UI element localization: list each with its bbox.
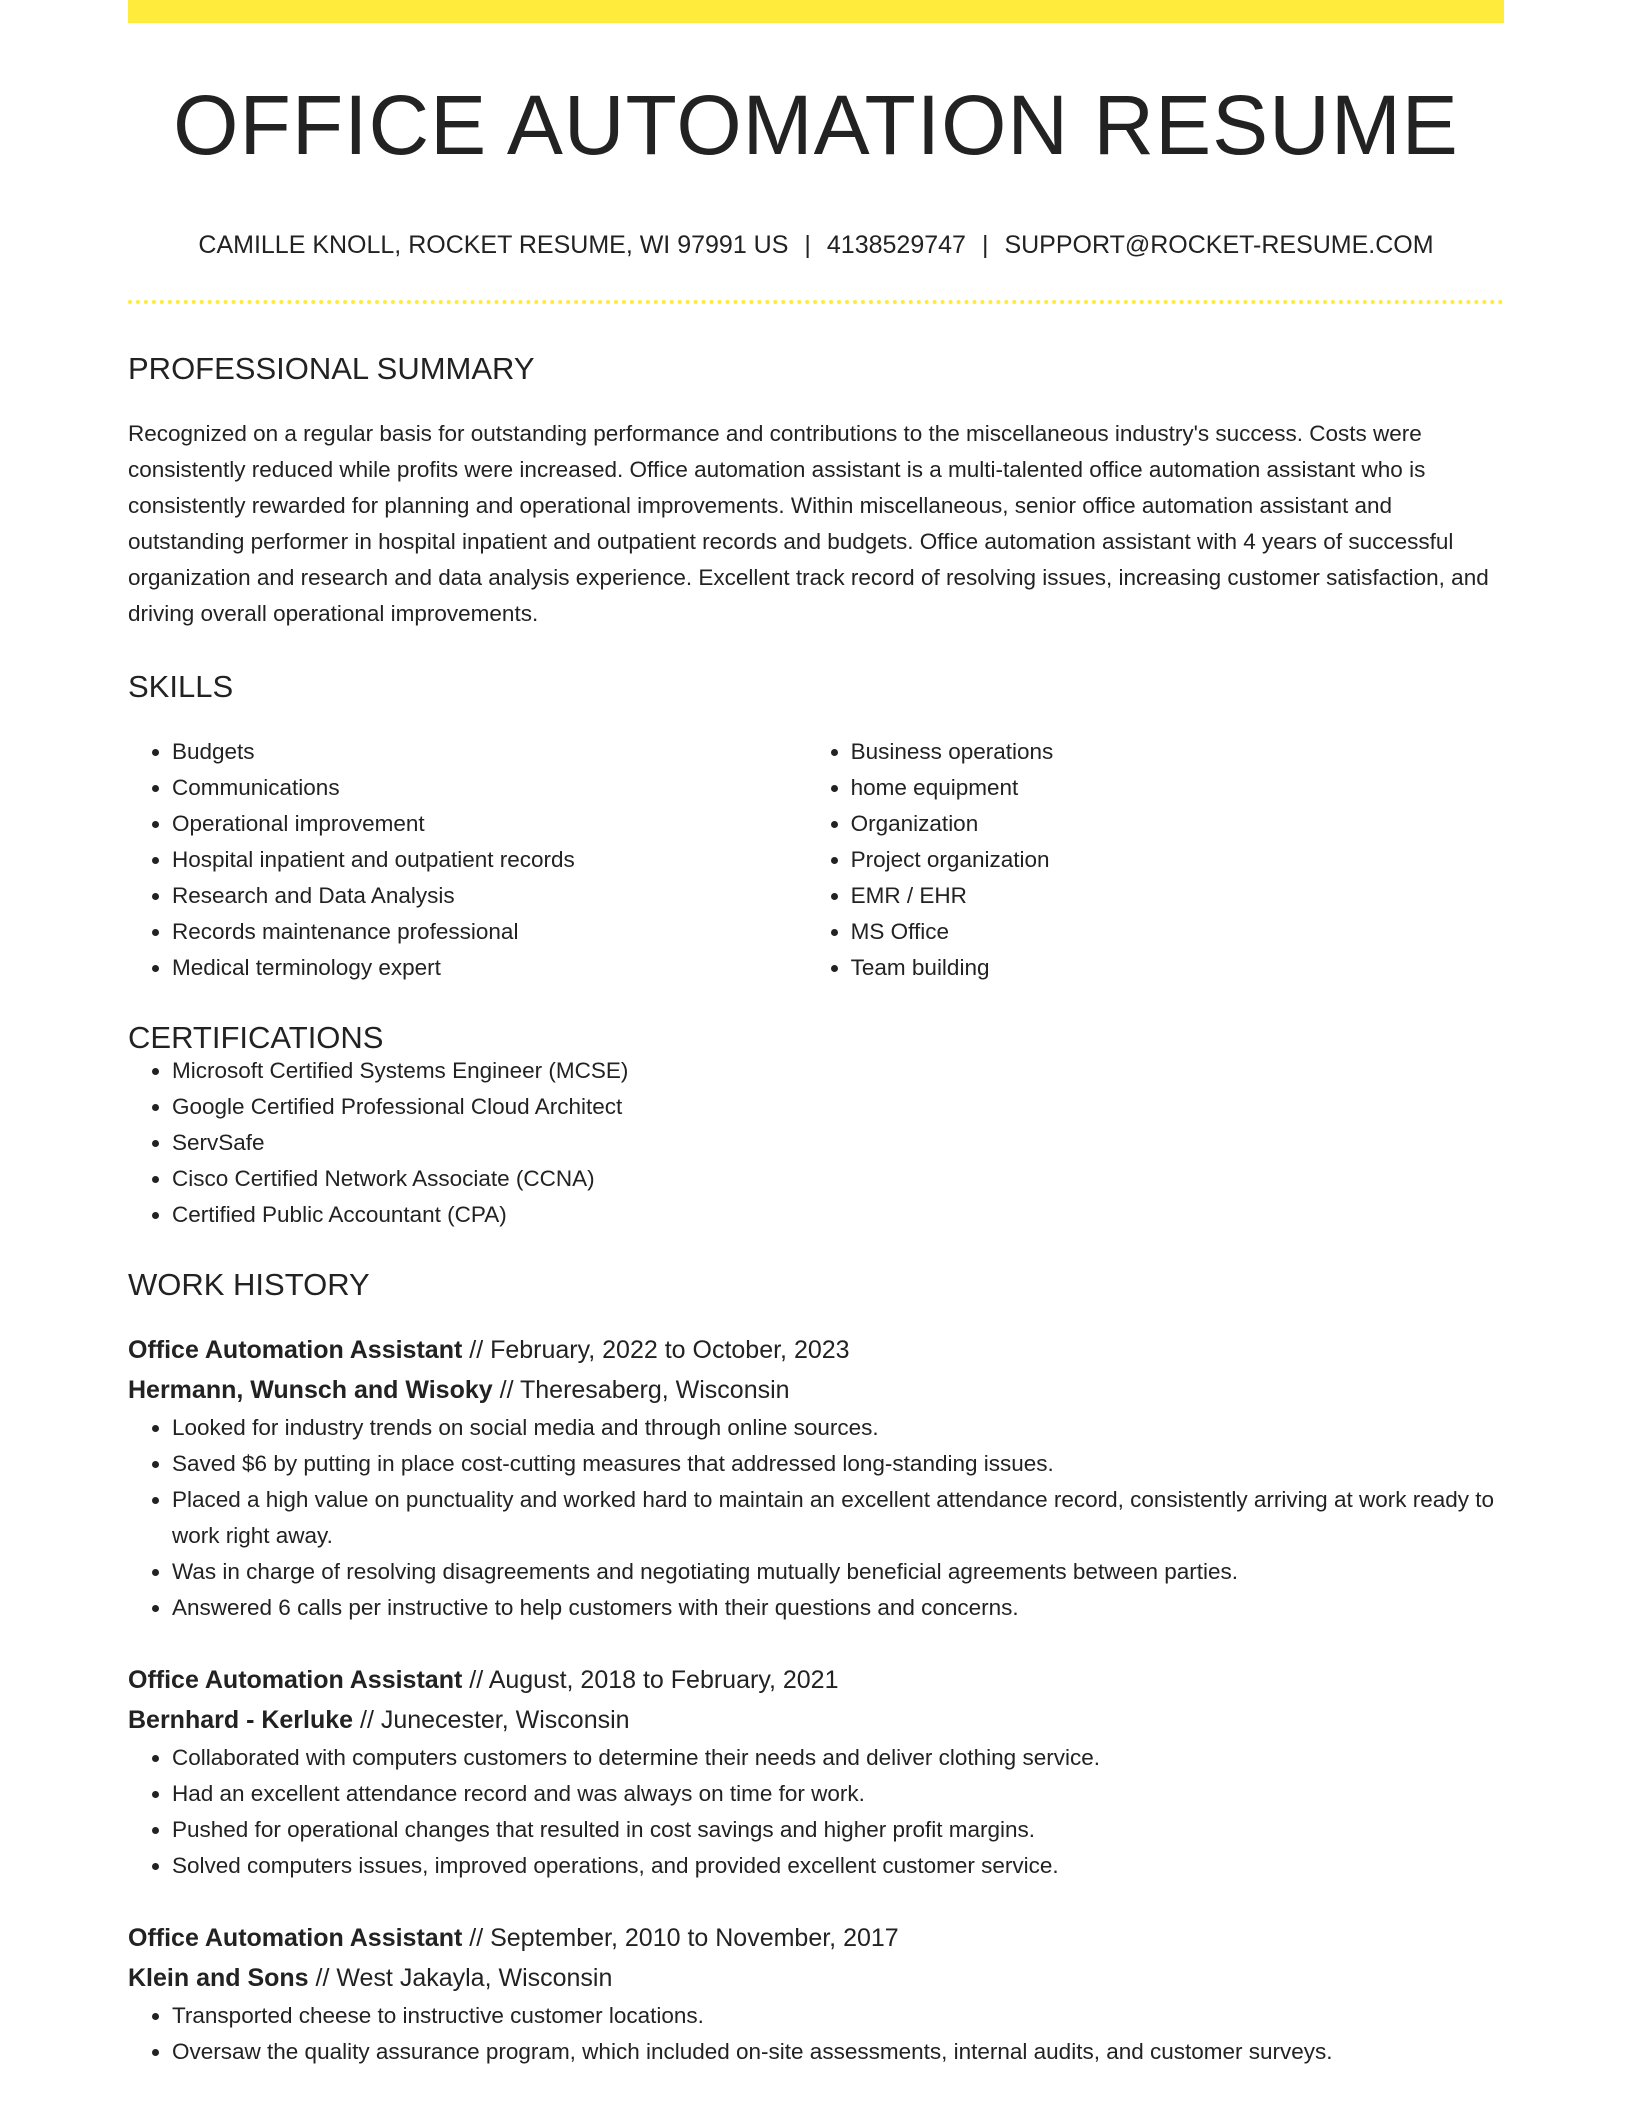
job-entry <box>128 1918 1504 2070</box>
skill-item: • Communications <box>172 770 807 806</box>
contact-phone: 4138529747 <box>826 231 966 259</box>
job-duty-item: • Answered 6 calls per instructive to help customers with their questions and concerns. <box>172 1590 1504 1626</box>
certification-item: • ServSafe <box>172 1125 1504 1161</box>
skill-item: • Budgets <box>172 734 807 770</box>
job-duty-item: • Oversaw the quality assurance program, which included on-site assessments, internal audits, and customer surveys. <box>172 2034 1504 2070</box>
certifications-heading: CERTIFICATIONS <box>128 1020 384 1055</box>
contact-email: SUPPORT@ROCKET-RESUME.COM <box>1004 231 1434 259</box>
certification-item: • Certified Public Accountant (CPA) <box>172 1197 1504 1233</box>
page-title: OFFICE AUTOMATION RESUME <box>173 78 1459 172</box>
skill-item: • Hospital inpatient and outpatient records <box>172 842 807 878</box>
job-title: Office Automation Assistant <box>128 1666 463 1694</box>
skill-item: • home equipment <box>851 770 1504 806</box>
certifications-list <box>128 1053 1504 1233</box>
job-location: // West Jakayla, Wisconsin <box>308 1964 613 1992</box>
skills-list-left <box>128 734 807 986</box>
job-entry <box>128 1330 1504 1626</box>
resume-page <box>128 0 1504 2070</box>
job-dates: // September, 2010 to November, 2017 <box>462 1924 899 1952</box>
contact-separator: | <box>981 231 989 259</box>
job-location: // Junecester, Wisconsin <box>353 1706 630 1734</box>
skills-grid <box>128 734 1504 986</box>
header-divider <box>128 300 1504 304</box>
job-duty-item: • Pushed for operational changes that resulted in cost savings and higher profit margins. <box>172 1812 1504 1848</box>
skill-item: • Team building <box>851 950 1504 986</box>
job-duties-list <box>128 1998 1504 2070</box>
job-duty-item: • Saved $6 by putting in place cost-cutting measures that addressed long-standing issues. <box>172 1446 1504 1482</box>
job-company: Klein and Sons <box>128 1964 309 1992</box>
job-duty-item: • Solved computers issues, improved operations, and provided excellent customer service. <box>172 1848 1504 1884</box>
certification-item: • Microsoft Certified Systems Engineer (MCSE) <box>172 1053 1504 1089</box>
job-company-line <box>128 1700 1504 1740</box>
job-duty-item: • Was in charge of resolving disagreements and negotiating mutually beneficial agreements between parties. <box>172 1554 1504 1590</box>
job-dates: // February, 2022 to October, 2023 <box>462 1336 850 1364</box>
skill-item: • Organization <box>851 806 1504 842</box>
job-duties-list <box>128 1410 1504 1626</box>
job-duty-item: • Had an excellent attendance record and was always on time for work. <box>172 1776 1504 1812</box>
job-duty-item: • Placed a high value on punctuality and worked hard to maintain an excellent attendance record, consistently arriving at work ready to work right away. <box>172 1482 1504 1554</box>
work-history-heading: WORK HISTORY <box>128 1267 370 1302</box>
job-title-line <box>128 1330 1504 1370</box>
job-title-line <box>128 1660 1504 1700</box>
skills-heading: SKILLS <box>128 669 234 704</box>
job-duty-item: • Transported cheese to instructive customer locations. <box>172 1998 1504 2034</box>
certification-item: • Google Certified Professional Cloud Architect <box>172 1089 1504 1125</box>
job-duty-item: • Collaborated with computers customers to determine their needs and deliver clothing service. <box>172 1740 1504 1776</box>
job-title-line <box>128 1918 1504 1958</box>
summary-text: Recognized on a regular basis for outstanding performance and contributions to the miscellaneous industry's success. Costs were consistently reduced while profits were increased. Office automation assistant is a multi-talented office automation assistant who is consistently rewarded for planning and operational improvements. Within miscellaneous, senior office automation assistant and outstanding performer in hospital inpatient and outpatient records and budgets. Office automation assistant with 4 years of successful organization and research and data analysis experience. Excellent track record of resolving issues, increasing customer satisfaction, and driving overall operational improvements. <box>128 421 1489 626</box>
job-company-line <box>128 1370 1504 1410</box>
skill-item: • Operational improvement <box>172 806 807 842</box>
job-company: Hermann, Wunsch and Wisoky <box>128 1376 493 1404</box>
skill-item: • Research and Data Analysis <box>172 878 807 914</box>
job-title: Office Automation Assistant <box>128 1924 463 1952</box>
accent-top-bar <box>128 0 1504 23</box>
job-duties-list <box>128 1740 1504 1884</box>
contact-separator: | <box>804 231 811 259</box>
skill-item: • Medical terminology expert <box>172 950 807 986</box>
skills-list-right <box>807 734 1504 986</box>
skill-item: • Project organization <box>851 842 1504 878</box>
job-duty-item: • Looked for industry trends on social media and through online sources. <box>172 1410 1504 1446</box>
certification-item: • Cisco Certified Network Associate (CCNA) <box>172 1161 1504 1197</box>
job-title: Office Automation Assistant <box>128 1336 463 1364</box>
skill-item: • EMR / EHR <box>851 878 1504 914</box>
job-company: Bernhard - Kerluke <box>128 1706 354 1734</box>
contact-address: CAMILLE KNOLL, ROCKET RESUME, WI 97991 US <box>198 231 789 259</box>
skill-item: • Business operations <box>851 734 1504 770</box>
job-company-line <box>128 1958 1504 1998</box>
skill-item: • MS Office <box>851 914 1504 950</box>
job-location: // Theresaberg, Wisconsin <box>492 1376 790 1404</box>
skill-item: • Records maintenance professional <box>172 914 807 950</box>
summary-heading: PROFESSIONAL SUMMARY <box>128 351 535 386</box>
contact-line <box>128 233 1504 258</box>
job-dates: // August, 2018 to February, 2021 <box>462 1666 839 1694</box>
job-entry <box>128 1660 1504 1884</box>
